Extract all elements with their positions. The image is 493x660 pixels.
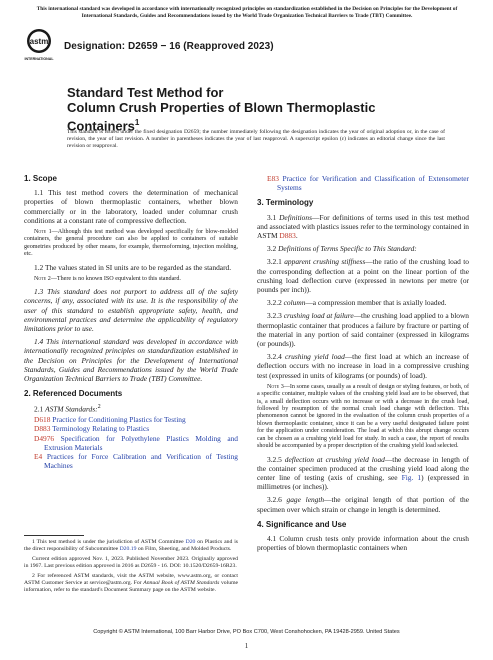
paragraph-3-2-6-term: gage length [286, 495, 325, 505]
section-heading-terminology: 3. Terminology [257, 198, 314, 208]
paragraph-3-2-4-term: crushing yield load [285, 352, 345, 362]
ref-d618[interactable] [34, 415, 238, 424]
tbt-notice: This international standard was developed in accordance with internationally recognized principles on standardization established in the Decision on Principles for the Development of International Standards, Guides and Recommendations issued by the World Trade Organization Technical Barriers to Trade (TBT) Committee. [36, 6, 458, 19]
note-2-label: Note 2 [34, 275, 51, 282]
note-3-label: Note 3 [267, 383, 284, 390]
paragraph-3-2-4-text: —the first load at which an increase of deflection occurs with no increase in load in a compressive crushing test (expressed in units of kilograms (or pounds) of load). [257, 352, 469, 380]
paragraph-1-3: 1.3 This standard does not purport to address all of the safety concerns, if any, associated with its use. It is the responsibility of the user of this standard to establish appropriate safety, health, and environmental practices and determine the applicability of regulatory limitations prior to use. [24, 287, 238, 334]
paragraph-3-2-5 [257, 455, 469, 492]
paragraph-3-2-1 [257, 257, 469, 294]
svg-text:astm: astm [29, 37, 49, 46]
ref-e83[interactable] [267, 174, 469, 192]
designation: Designation: D2659 − 16 (Reapproved 2023) [64, 41, 274, 52]
title-line-2: Column Crush Properties of Blown Thermoplastic [67, 100, 376, 115]
footnote-2 [24, 573, 238, 594]
paragraph-1-2: 1.2 The values stated in SI units are to be regarded as the standard. [34, 262, 232, 272]
paragraph-3-2-2-text: —a compression member that is axially loaded. [305, 298, 447, 308]
paragraph-3-2-1-text: —the ratio of the crushing load to the corresponding deflection at a point on the linear portion of the crushing load deflection curve (expressed in newtons per metre (or pounds per inch)). [257, 257, 469, 295]
document-title [67, 85, 447, 133]
ref-e4[interactable] [34, 452, 238, 470]
ref-e83-title[interactable]: Practice for Verification and Classification of Extensometer Systems [277, 174, 469, 193]
ref-d618-title[interactable]: Practice for Conditioning Plastics for Testing [52, 415, 186, 425]
issued-statement: This standard is issued under the fixed designation D2659; the number immediately following the designation indicates the year of original adoption or, in the case of revision, the year of last revision. A number in parentheses indicates the year of last reapproval. A superscript epsilon (ε) indicates an editorial change since the last revision or reapproval. [67, 129, 445, 149]
paragraph-2-1-sup: 2 [97, 404, 101, 411]
paragraph-2-1-italic: ASTM Standards: [45, 404, 98, 414]
paragraph-2-1-lead: 2.1 [34, 404, 46, 414]
note-1-label: Note 1 [34, 229, 52, 236]
note-3 [257, 384, 469, 451]
paragraph-1-4: 1.4 This international standard was developed in accordance with internationally recognized principles on standardization established in the Decision on Principles for the Development of International Standards, Guides and Recommendations issued by the World Trade Organization Technical Barriers to Trade (TBT) Committee. [24, 337, 238, 384]
paragraph-3-2-6 [257, 495, 469, 513]
paragraph-3-2-1-term: apparent crushing stiffness [284, 257, 366, 267]
note-2-text: —There is no known ISO equivalent to this standard. [50, 275, 181, 282]
figure-1-link[interactable]: Fig. 1 [401, 472, 422, 482]
ref-e4-code[interactable]: E4 [34, 451, 43, 461]
paragraph-3-2-4 [257, 352, 469, 380]
paragraph-3-2-6-lead: 3.2.6 [267, 495, 287, 505]
paragraph-3-1-link[interactable]: D883 [279, 231, 296, 241]
left-column [24, 174, 238, 470]
logo-text: INTERNATIONAL [24, 57, 54, 61]
section-heading-scope: 1. Scope [24, 174, 57, 183]
footnote-1-c: on Film, Sheeting, and Molded Products. [137, 546, 232, 552]
page-number: 1 [244, 642, 249, 650]
paragraph-3-2-2 [257, 298, 469, 307]
paragraph-3-2-5-lead: 3.2.5 [267, 454, 285, 464]
paragraph-3-2-italic: Definitions of Terms Specific to This Standard: [278, 244, 417, 254]
paragraph-3-2-3-term: crushing load at failure [283, 311, 354, 321]
title-line-3-text: Containers [67, 118, 135, 134]
paragraph-3-2-lead: 3.2 [267, 244, 279, 254]
ref-d4976[interactable] [34, 434, 238, 452]
title-footnote-mark: 1 [134, 118, 140, 127]
paragraph-3-2-3 [257, 311, 469, 348]
paragraph-3-2-4-lead: 3.2.4 [267, 352, 285, 362]
footnote-1-a: 1 This test method is under the jurisdiction of ASTM Committee [32, 539, 184, 545]
paragraph-1-1: 1.1 This test method covers the determination of mechanical properties of blown thermoplastic containers, whether blown commercially or in the laboratory, loaded under columnar crush conditions at a constant rate of compressive deflection. [24, 188, 238, 225]
ref-e83-code[interactable]: E83 [267, 174, 279, 183]
paragraph-3-1-lead: 3.1 [267, 212, 280, 222]
paragraph-3-2-5-term: deflection at crushing yield load [284, 454, 385, 464]
astm-logo-icon [24, 28, 54, 62]
ref-d4976-title[interactable]: Specification for Polyethylene Plastics Molding and Extrusion Materials [44, 433, 238, 452]
paragraph-3-2-2-term: column [283, 298, 306, 308]
ref-e4-title[interactable]: Practices for Force Calibration and Verification of Testing Machines [44, 451, 238, 471]
paragraph-3-1 [257, 213, 469, 241]
paragraph-3-2-5-end: ) (expressed in millimetres (or inches)). [257, 472, 469, 492]
ref-d883-title[interactable]: Terminology Relating to Plastics [52, 424, 150, 434]
footnote-1-edition: Current edition approved Nov. 1, 2023. Published November 2023. Originally approved in 1967. Last previous edition approved in 2016 as D2659 - 16. DOI: 10.1520/D2659-16R23. [24, 556, 238, 569]
footnote-1 [24, 539, 238, 553]
footnote-1-committee-link[interactable]: D20 [185, 539, 196, 545]
note-1-text: —Although this test method was developed specifically for blow-molded containers, the general procedure can also be applied to containers of suitable geometries produced by other means, for example, thermoforming, injection molding, etc. [24, 229, 238, 258]
paragraph-3-2-3-lead: 3.2.3 [267, 311, 284, 321]
paragraph-3-1-text: —For definitions of terms used in this test method and associated with plastics issues refer to the terminology contained in ASTM [257, 212, 469, 241]
paragraph-3-2-5-text: —the decrease in length of the container specimen produced at the crushing yield load along the center line of testing (axis of crushing, see [257, 454, 469, 482]
paragraph-3-1-italic: Definitions [279, 212, 312, 222]
paragraph-4-1: 4.1 Column crush tests only provide information about the crush properties of blown thermoplastic containers when [257, 533, 469, 553]
note-2 [24, 276, 238, 283]
paragraph-3-2-2-lead: 3.2.2 [267, 298, 284, 308]
ref-d883-code[interactable]: D883 [34, 424, 51, 434]
section-heading-referenced-documents: 2. Referenced Documents [24, 389, 123, 399]
footnote-2-italic: Annual Book of ASTM Standards [143, 580, 220, 586]
note-1 [24, 229, 238, 259]
title-line-1: Standard Test Method for [67, 85, 224, 100]
paragraph-3-2-1-lead: 3.2.1 [267, 257, 285, 267]
footnote-1-subcommittee-link[interactable]: D20.19 [119, 546, 137, 552]
footnote-2-a: 2 For referenced ASTM standards, visit the ASTM website, www.astm.org, or contact ASTM Customer Service at service@astm.org. For [24, 573, 238, 586]
ref-d4976-code[interactable]: D4976 [34, 433, 55, 443]
section-heading-significance: 4. Significance and Use [257, 519, 347, 529]
paragraph-2-1 [24, 403, 238, 414]
footnote-rule [24, 535, 84, 536]
footnote-1-b: on Plastics and is the direct responsibility of Subcommittee [24, 539, 239, 552]
paragraph-3-2-3-text: —the crushing load applied to a blown thermoplastic container that produces a failure by fracture or parting of the material in any portion of said container (expressed in kilograms (or pounds)). [257, 311, 469, 349]
right-column [257, 174, 469, 556]
note-3-text: —In some cases, usually as a result of design or styling features, or both, of a specific container, multiple values of the crushing yield load are to be observed, that is, a small deflection occurs with no increase or with a decrease in the crush load, followed by resumption of the normal crush load change with deflection. This phenomenon cannot be ignored in the evaluation of the column crush properties of a blown thermoplastic container, since it can be a very useful designated failure point for the application under consideration. The load at which this abrupt change occurs can be chosen as a crushing yield load for study. In such a case, the report of results should be accompanied by a proper description of the crushing yield load selected. [257, 383, 469, 450]
paragraph-3-2-6-text: —the original length of that portion of the specimen over which strain or change in length is determined. [257, 495, 469, 514]
ref-d883[interactable] [34, 424, 238, 433]
ref-d618-code[interactable]: D618 [34, 415, 51, 425]
footnote-2-b: volume information, refer to the standard's Document Summary page on the ASTM website. [24, 580, 239, 593]
copyright-footer: Copyright © ASTM International, 100 Barr Harbor Drive, PO Box C700, West Conshohocken, PA 19428-2959. United States [93, 629, 400, 635]
paragraph-3-1-end: . [295, 231, 298, 241]
paragraph-3-2 [257, 244, 469, 253]
footnotes [24, 535, 238, 597]
